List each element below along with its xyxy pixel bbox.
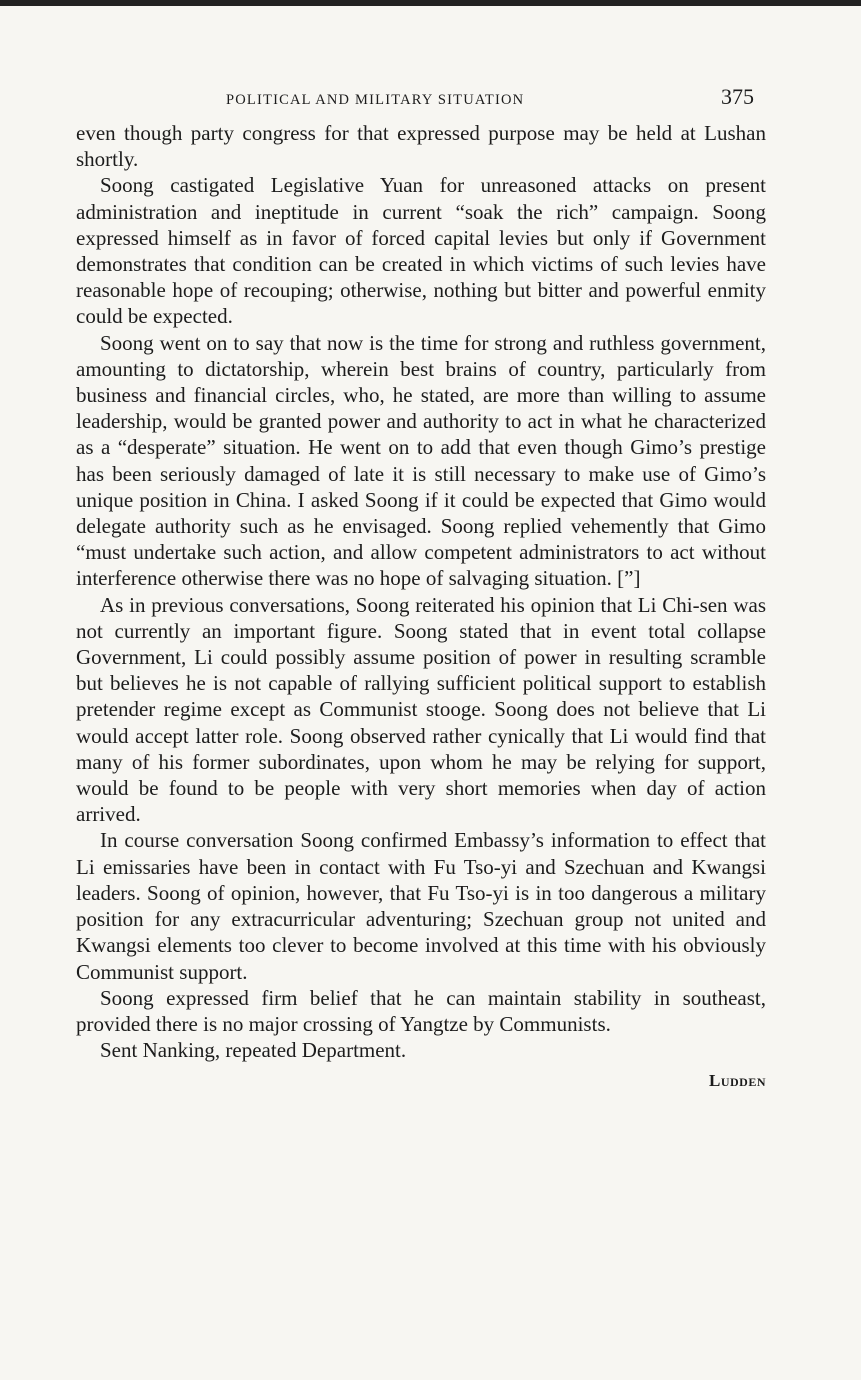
paragraph-continuation: even though party congress for that expressed purpose may be held at Lushan shortly. xyxy=(76,121,766,172)
paragraph-southeast-stability: Soong expressed firm belief that he can maintain stability in southeast, provided there is no major crossing of Yangtze by Communists. xyxy=(76,985,766,1036)
body-text xyxy=(76,120,766,1063)
document-page xyxy=(76,80,766,1091)
paragraph-li-emissaries: In course conversation Soong confirmed Embassy’s information to effect that Li emissaries have been in contact with Fu Tso-yi and Szechuan and Kwangsi leaders. Soong of opinion, however, that Fu Tso-yi is in too dangerous a military position for any extracurricular adventuring; Szechuan group not united and Kwangsi elements too clever to become involved at this time with his obviously Communist support. xyxy=(76,828,766,984)
top-edge-rule xyxy=(0,0,861,6)
paragraph-sent-nanking: Sent Nanking, repeated Department. xyxy=(100,1038,407,1063)
page-number: 375 xyxy=(721,84,754,109)
paragraph-li-chi-sen: As in previous conversations, Soong reiterated his opinion that Li Chi-sen was not currently an important figure. Soong stated that in event total collapse Government, Li could possibly assume position of power in resulting scramble but believes he is not capable of rallying sufficient political support to establish pretender regime except as Communist stooge. Soong does not believe that Li would accept latter role. Soong observed rather cynically that Li would find that many of his former subordinates, upon whom he may be relying for support, would be found to be people with very short memories when day of action arrived. xyxy=(76,592,766,827)
paragraph-legislative-yuan: Soong castigated Legislative Yuan for unreasoned attacks on present administration and ineptitude in current “soak the rich” campaign. Soong expressed himself as in favor of forced capital levies but only if Government demonstrates that condition can be created in which victims of such levies have reasonable hope of recouping; otherwise, nothing but bitter and powerful enmity could be expected. xyxy=(76,173,766,329)
running-title: POLITICAL AND MILITARY SITUATION xyxy=(226,92,525,108)
paragraph-strong-government: Soong went on to say that now is the time for strong and ruthless government, amounting to dictatorship, wherein best brains of country, particularly from business and financial circles, who, he stated, are more than willing to assume leadership, would be granted power and authority to act in what he characterized as a “desperate” situation. He went on to add that even though Gimo’s prestige has been seriously damaged of late it is still necessary to make use of Gimo’s unique position in China. I asked Soong if it could be expected that Gimo would delegate authority such as he envisaged. Soong replied vehemently that Gimo “must undertake such action, and allow competent administrators to act without interference otherwise there was no hope of salvaging situation. [”] xyxy=(76,330,766,591)
running-head xyxy=(76,80,766,120)
signature: Ludden xyxy=(708,1071,766,1091)
